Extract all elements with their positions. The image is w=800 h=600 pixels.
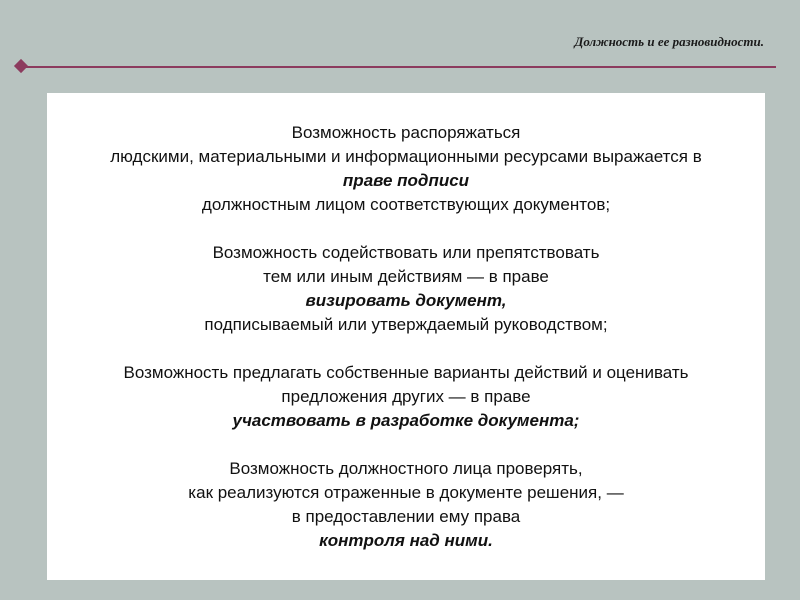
emphasis-line: контроля над ними.: [319, 531, 493, 550]
emphasis-line: праве подписи: [342, 171, 470, 190]
text-block: [47, 121, 765, 553]
text-line: в предоставлении ему права: [291, 507, 521, 526]
text-line: предложения других — в праве: [281, 387, 531, 406]
paragraph-control-right: [47, 457, 765, 553]
text-line: Возможность предлагать собственные варианты действий и оценивать: [123, 363, 689, 382]
emphasis-line: участвовать в разработке документа;: [232, 411, 580, 430]
text-line: должностным лицом соответствующих документов;: [201, 195, 611, 214]
text-line: Возможность распоряжаться: [291, 123, 521, 142]
content-panel: [47, 93, 765, 580]
slide-title: Должность и ее разновидности.: [574, 34, 764, 49]
emphasis-line: визировать документ,: [305, 291, 507, 310]
text-line: Возможность содействовать или препятствовать: [212, 243, 600, 262]
paragraph-signature-right: [47, 121, 765, 217]
text-line: Возможность должностного лица проверять,: [229, 459, 583, 478]
text-line: людскими, материальными и информационными ресурсами выражается в: [110, 147, 702, 166]
text-line: тем или иным действиям — в праве: [263, 267, 549, 286]
paragraph-visa-right: [47, 241, 765, 337]
paragraph-development-right: [47, 361, 765, 433]
header-divider: [22, 66, 776, 68]
text-line: как реализуются отраженные в документе решения, —: [188, 483, 624, 502]
text-line: подписываемый или утверждаемый руководством;: [204, 315, 608, 334]
